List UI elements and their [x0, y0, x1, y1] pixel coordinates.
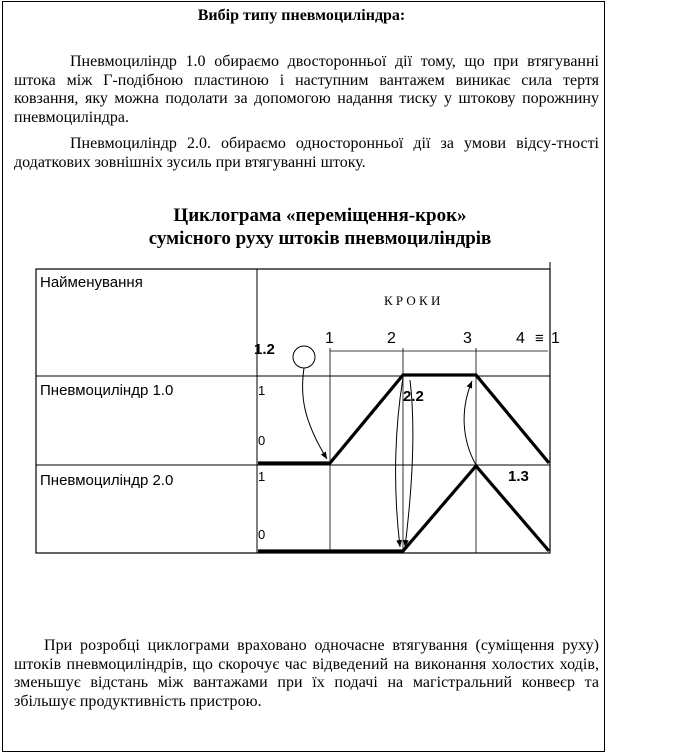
step-label-1: 1 [325, 330, 334, 347]
step-label-3: 3 [463, 330, 472, 347]
start-signal-circle [293, 346, 315, 368]
steps-label: К Р О К И [384, 293, 441, 308]
signal-label-start: 1.2 [254, 341, 275, 358]
cylinder-1-level-high: 1 [258, 383, 266, 398]
section-heading: Вибір типу пневмоциліндра: [197, 7, 406, 24]
signal-label-mid: 2.2 [403, 388, 424, 405]
row-name-cylinder-2: Пневмоциліндр 2.0 [40, 472, 174, 489]
row-name-cylinder-1: Пневмоциліндр 1.0 [40, 382, 174, 399]
grid-outline [36, 269, 550, 553]
signal-arrow-step-2 [396, 378, 403, 547]
step-label-4: 4 [516, 330, 525, 347]
cyclogram-grid [36, 262, 550, 553]
cylinder-1-level-low: 0 [258, 433, 266, 448]
step-label-2: 2 [387, 330, 396, 347]
signal-arrow-step-2b [405, 380, 413, 547]
equivalence-symbol: ≡ [535, 330, 544, 347]
paragraph-conclusion: При розробці циклограми враховано одночасне втягування (суміщення руху) штоків пневмоциліндрів, що скорочує час відведений на виконання холостих ходів, зменьшує відстань між вантажами при їх подачі на магістральний конвеєр та збільшує продуктивність пристрою. [14, 637, 599, 710]
paragraph-cylinder-2: Пневмоциліндр 2.0. обираємо односторонньої дії за умови відсу-тності додаткових зовнішніх зусиль при втягуванні штоку. [14, 135, 599, 171]
signal-label-end: 1.3 [508, 468, 529, 485]
equivalent-step-label: 1 [551, 330, 560, 347]
paragraph-cylinder-1: Пневмоциліндр 1.0 обираємо двосторонньої дії тому, що при втягуванні штока між Г-подібною пластиною і наступним вантажем виникає сила тертя ковзання, яку можна подолати за допомогою надання тиску у штокову порожнину пневмоциліндра. [14, 53, 599, 126]
cyclogram-title-line-1: Циклограма «переміщення-крок» [173, 205, 467, 226]
signal-arrow-step-3 [464, 381, 476, 465]
cyclogram-title-line-2: сумісного руху штоків пневмоциліндрів [148, 228, 492, 249]
header-name-label: Найменування [40, 274, 143, 291]
signal-arrow-start [303, 368, 327, 459]
signal-arrows [303, 368, 476, 547]
cylinder-2-motion-trace [258, 466, 549, 551]
cylinder-2-level-high: 1 [258, 469, 266, 484]
cylinder-2-level-low: 0 [258, 527, 266, 542]
